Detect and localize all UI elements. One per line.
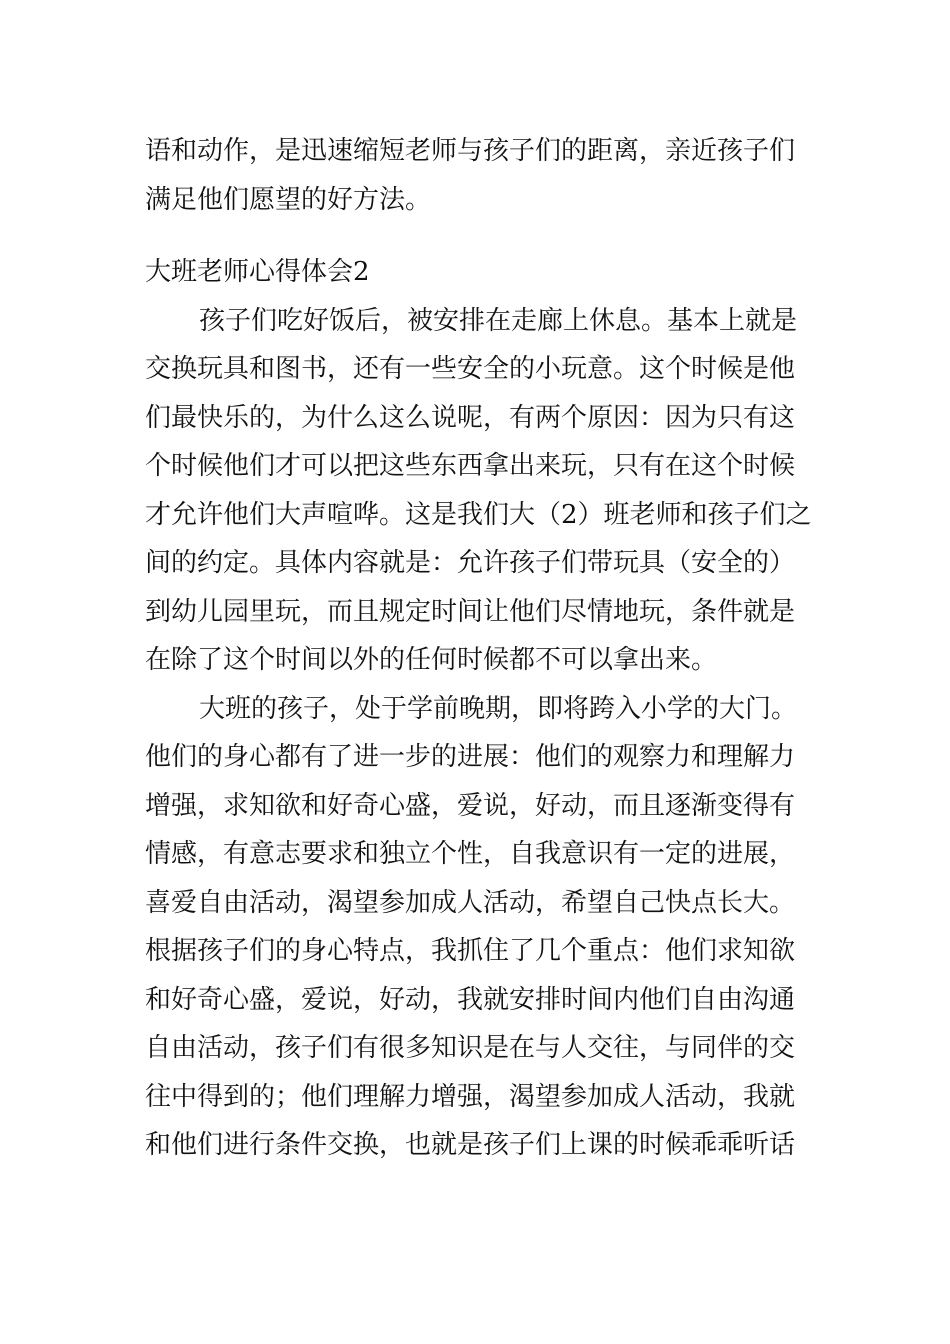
text-line: 根据孩子们的身心特点，我抓住了几个重点：他们求知欲 — [145, 936, 796, 966]
section-heading: 大班老师心得体会2 — [145, 257, 370, 287]
text-line: 到幼儿园里玩，而且规定时间让他们尽情地玩，条件就是 — [145, 596, 796, 627]
text-line: 交换玩具和图书，还有一些安全的小玩意。这个时候是他 — [145, 354, 796, 384]
document-body — [145, 127, 825, 1170]
text-line: 情感，有意志要求和独立个性，自我意识有一定的进展， — [145, 839, 796, 869]
text-line: 间的约定。具体内容就是：允许孩子们带玩具（安全的） — [145, 548, 796, 578]
text-line: 自由活动，孩子们有很多知识是在与人交往，与同伴的交 — [145, 1033, 796, 1063]
text-line: 个时候他们才可以把这些东西拿出来玩，只有在这个时候 — [145, 451, 796, 481]
text-line: 才允许他们大声喧哗。这是我们大（2）班老师和孩子们之 — [145, 499, 812, 530]
text-line: 和好奇心盛，爱说，好动，我就安排时间内他们自由沟通 — [145, 984, 796, 1015]
text-line: 在除了这个时间以外的任何时候都不可以拿出来。 — [145, 645, 718, 675]
text-line: 语和动作，是迅速缩短老师与孩子们的距离，亲近孩子们 — [145, 136, 796, 166]
text-line: 往中得到的；他们理解力增强，渴望参加成人活动，我就 — [145, 1081, 796, 1112]
text-line: 喜爱自由活动，渴望参加成人活动，希望自己快点长大。 — [145, 887, 796, 918]
text-line: 他们的身心都有了进一步的进展：他们的观察力和理解力 — [145, 742, 796, 772]
text-line: 和他们进行条件交换，也就是孩子们上课的时候乖乖听话 — [145, 1130, 796, 1160]
paragraph-first-line: 大班的孩子，处于学前晚期，即将跨入小学的大门。 — [199, 693, 798, 724]
text-line: 增强，求知欲和好奇心盛，爱说，好动，而且逐渐变得有 — [145, 790, 796, 821]
text-line: 满足他们愿望的好方法。 — [145, 184, 432, 215]
paragraph-first-line: 孩子们吃好饭后，被安排在走廊上休息。基本上就是 — [199, 305, 798, 336]
text-line: 们最快乐的，为什么这么说呢，有两个原因：因为只有这 — [145, 402, 796, 433]
